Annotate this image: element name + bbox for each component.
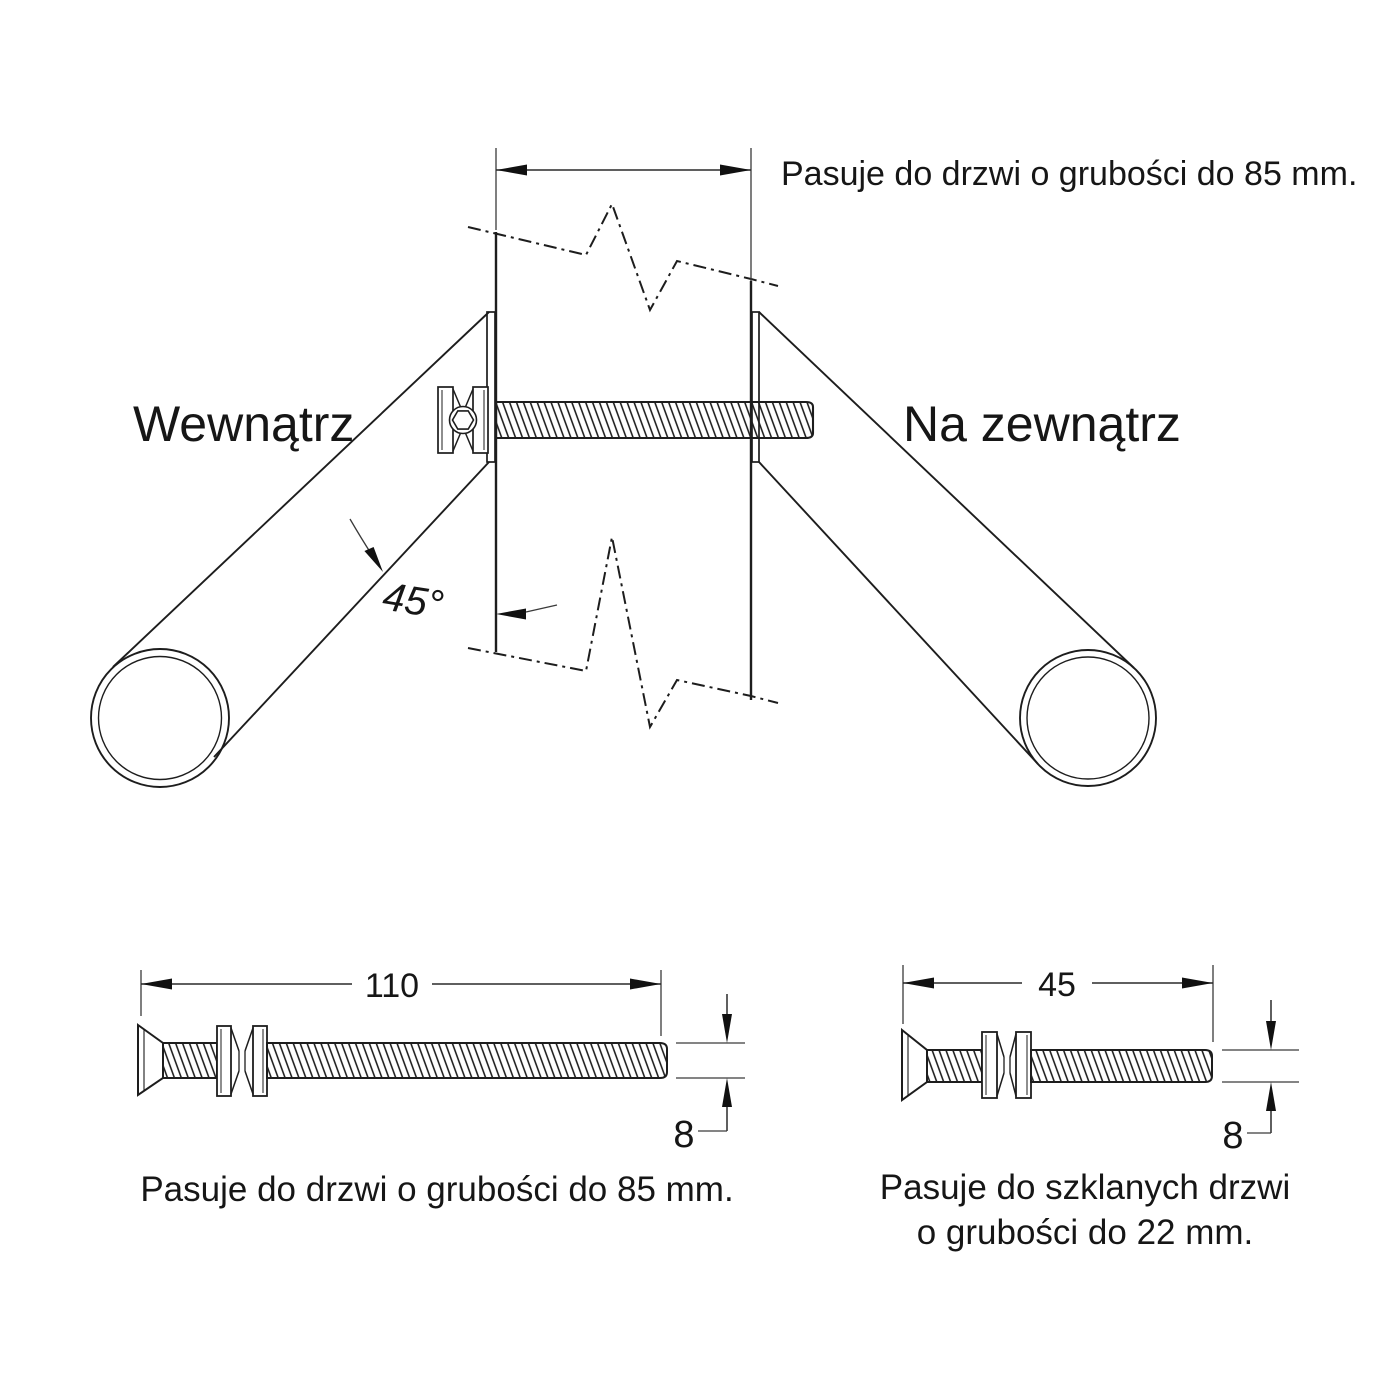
- long-bolt-drawing: [138, 967, 745, 1209]
- short-bolt-diameter-label: 8: [1222, 1115, 1244, 1157]
- adjuster-spool: [438, 387, 488, 453]
- dim-arrow-left-icon: [141, 979, 172, 990]
- short-bolt-caption-line1: Pasuje do szklanych drzwi: [879, 1168, 1291, 1207]
- long-bolt-body: [138, 1025, 667, 1096]
- threaded-rod: [267, 1043, 667, 1078]
- long-bolt-caption: Pasuje do drzwi o grubości do 85 mm.: [140, 1170, 734, 1209]
- short-bolt-caption-line2: o grubości do 22 mm.: [916, 1213, 1254, 1252]
- dim8-arrow-bottom-icon: [1266, 1082, 1276, 1111]
- threaded-rod: [1031, 1050, 1212, 1082]
- long-bolt-diameter-dimension: [673, 994, 745, 1156]
- through-bolt-rod: [496, 402, 813, 438]
- outside-tube-end-circle: [1020, 650, 1156, 786]
- countersunk-head: [138, 1025, 163, 1095]
- thread-section: [927, 1050, 982, 1082]
- dim8-arrow-top-icon: [722, 1014, 732, 1043]
- dim8-arrow-bottom-icon: [722, 1078, 732, 1107]
- short-bolt-length-label: 45: [1038, 966, 1076, 1004]
- dim-arrow-right-icon: [1182, 978, 1213, 989]
- door-section: [468, 204, 778, 727]
- thread-section: [163, 1043, 217, 1078]
- outside-handle-tube: [759, 312, 1156, 786]
- dim-arrow-left-icon: [903, 978, 934, 989]
- outside-label: Na zewnątrz: [903, 396, 1181, 452]
- spool-spacer: [217, 1026, 267, 1096]
- angle-value-label: 45°: [379, 574, 447, 628]
- dimension-arrow-left-icon: [496, 165, 527, 176]
- dim8-arrow-top-icon: [1266, 1021, 1276, 1050]
- inside-handle-tube: [91, 312, 489, 787]
- short-bolt-body: [902, 1030, 1212, 1100]
- outside-mounting-plate: [752, 312, 759, 462]
- dim-arrow-right-icon: [630, 979, 661, 990]
- door-break-line-bottom: [468, 537, 778, 727]
- countersunk-head: [902, 1030, 927, 1100]
- door-section-diagram: [91, 148, 1357, 787]
- inside-label: Wewnątrz: [133, 396, 355, 452]
- long-bolt-length-label: 110: [364, 967, 420, 1005]
- short-bolt-drawing: [880, 965, 1299, 1252]
- long-bolt-diameter-label: 8: [673, 1114, 695, 1156]
- door-thickness-dimension: [496, 148, 1357, 281]
- door-break-line-top: [468, 204, 778, 310]
- inside-tube-end-circle: [91, 649, 229, 787]
- angle-annotation: [350, 519, 557, 627]
- angle-arrow-door-icon: [496, 609, 526, 620]
- door-thickness-note: Pasuje do drzwi o grubości do 85 mm.: [781, 155, 1358, 193]
- short-bolt-length-dimension: [903, 965, 1213, 1042]
- angle-arrow-tube-icon: [364, 547, 383, 572]
- spool-spacer: [982, 1032, 1031, 1098]
- dimension-arrow-right-icon: [720, 165, 751, 176]
- short-bolt-diameter-dimension: [1222, 1000, 1299, 1157]
